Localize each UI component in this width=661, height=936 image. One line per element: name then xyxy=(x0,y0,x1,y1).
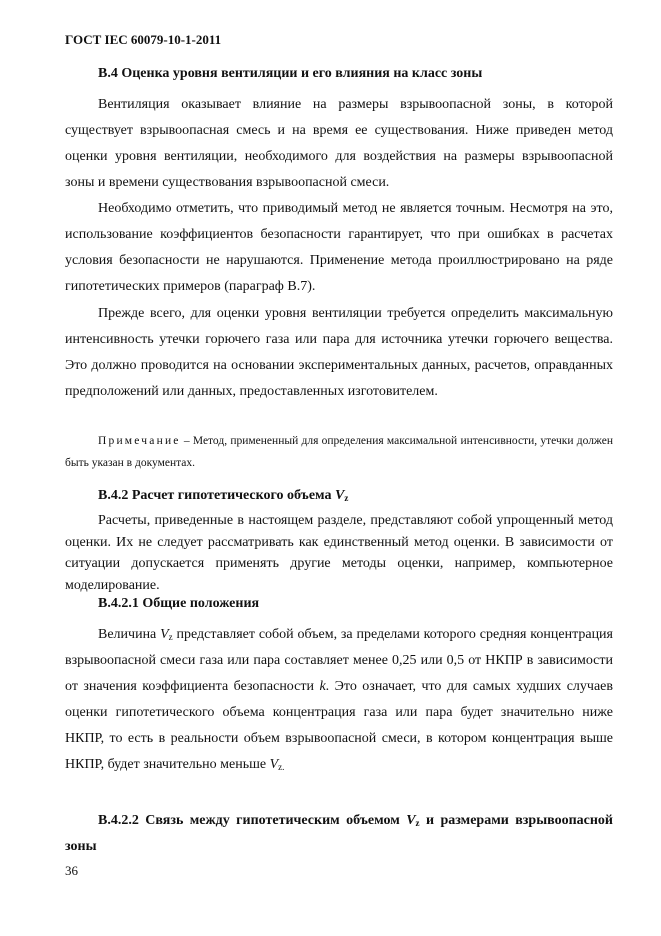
section-b42-paragraph: Расчеты, приведенные в настоящем разделе, представляют собой упрощенный метод оценки. Их не следует рассматривать как единственный метод оценки. В зависимости от ситуации допускается применять другие методы оценки, например, компьютерное моделирование. xyxy=(65,513,613,593)
section-b422-heading xyxy=(65,808,613,860)
section-b422-heading-subscript: z xyxy=(415,818,420,828)
variable-v-end: V xyxy=(269,757,279,772)
standard-designation: ГОСТ IEC 60079-10-1-2011 xyxy=(65,32,222,47)
section-b4-heading: В.4 Оценка уровня вентиляции и его влияния на класс зоны xyxy=(98,66,483,81)
section-b4-paragraph-2: Необходимо отметить, что приводимый метод не является точным. Несмотря на это, использование коэффициентов безопасности гарантирует, что при ошибках в расчетах условия безопасности не нарушаются. Применение метода проиллюстрировано на ряде гипотетических примеров (параграф В.7). xyxy=(65,201,613,294)
section-b4-paragraph-3: Прежде всего, для оценки уровня вентиляции требуется определить максимальную интенсивность утечки горючего газа или пара для источника утечки горючего вещества. Это должно проводится на основании экспериментальных данных, расчетов, оправданных предположений или данных, предоставленных изготовителем. xyxy=(65,306,613,399)
section-b421-heading: В.4.2.1 Общие положения xyxy=(98,596,260,611)
section-b42-heading xyxy=(98,488,348,504)
note-text: – Метод, примененный для определения максимальной интенсивности, утечки должен быть указан в документах. xyxy=(65,435,613,469)
paragraph-tail: . Это означает, что для самых худших случаев оценки гипотетического объема концентрация газа или пара будет значительно ниже НКПР, то есть в реальности объем взрывоопасной смеси, в котором концентрация выше НКПР, будет значительно меньше xyxy=(65,679,613,772)
section-b421-paragraph xyxy=(65,622,613,778)
section-b42-heading-text: В.4.2 Расчет гипотетического объема xyxy=(98,488,336,503)
variable-z-end-subscript: z. xyxy=(278,762,285,772)
variable-z-subscript: z xyxy=(168,632,173,642)
variable-v: V xyxy=(160,627,169,642)
note-label: Примечание xyxy=(98,435,181,447)
section-b422-heading-variable: V xyxy=(406,813,416,828)
variable-k: k xyxy=(319,679,326,694)
paragraph-lead: Величина xyxy=(98,627,161,642)
page-number: 36 xyxy=(65,863,78,878)
note xyxy=(65,430,613,474)
section-b42-heading-subscript: z xyxy=(344,493,349,503)
section-b4-paragraph-1: Вентиляция оказывает влияние на размеры взрывоопасной зоны, в которой существует взрывоопасная смесь и на время ее существования. Ниже приведен метод оценки уровня вентиляции, необходимого для воздействия на размеры взрывоопасной зоны и времени существования взрывоопасной смеси. xyxy=(65,97,613,190)
section-b422-heading-text: В.4.2.2 Связь между гипотетическим объемом xyxy=(98,813,407,828)
section-b42-heading-variable: V xyxy=(335,488,345,503)
section-b422-heading-suffix: и размерами взрывоопасной зоны xyxy=(65,813,614,854)
paragraph-middle: представляет собой объем, за пределами которого средняя концентрация взрывоопасной смеси газа или пара составляет менее 0,25 или 0,5 от НКПР в зависимости от значения коэффициента безопасности xyxy=(65,627,613,694)
